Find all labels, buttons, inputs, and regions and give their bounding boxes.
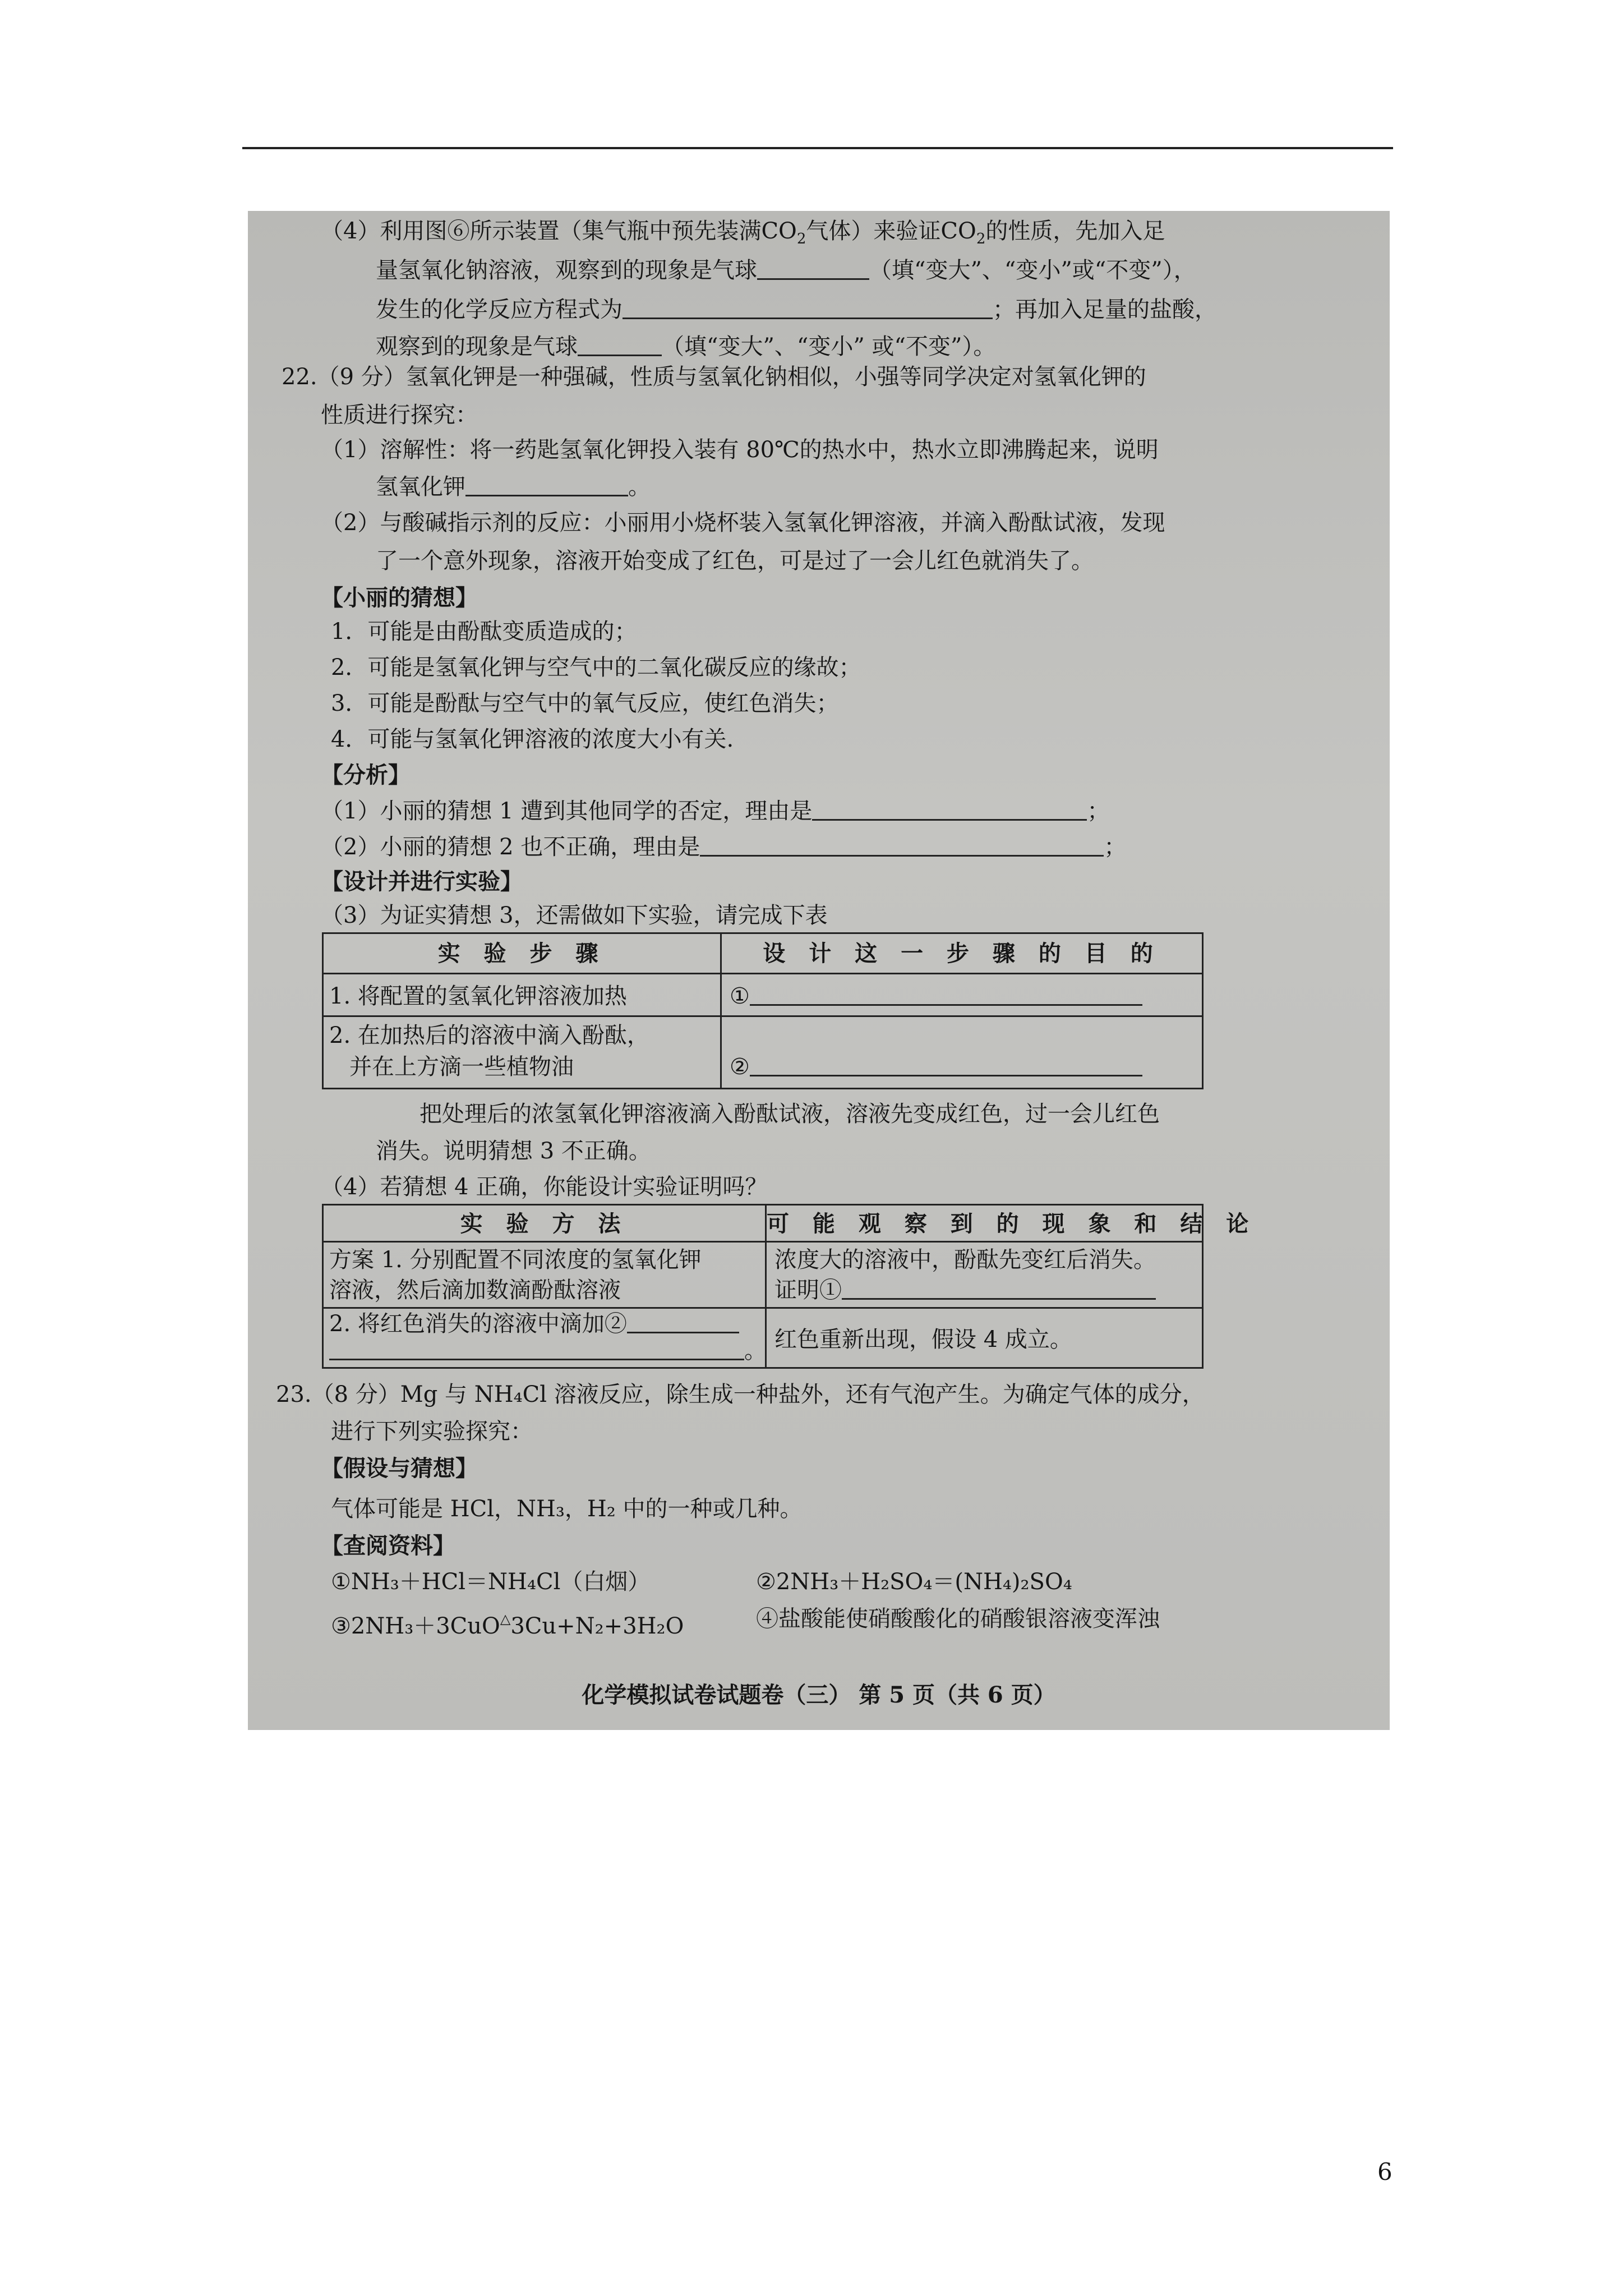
answer-blank: [757, 257, 869, 280]
hypothesis-text: 气体可能是 HCl，NH₃，H₂ 中的一种或几种。: [331, 1496, 803, 1522]
answer-blank: [750, 1053, 1142, 1076]
q22-intro-1: 22.（9 分）氢氧化钾是一种强碱，性质与氢氧化钠相似，小强等同学决定对氢氧化钾的: [282, 364, 1146, 390]
table1-row2-purpose: ②: [722, 1017, 1202, 1088]
answer-blank: [329, 1337, 744, 1360]
q22-2-line1: （2）与酸碱指示剂的反应：小丽用小烧杯装入氢氧化钾溶液，并滴入酚酞试液，发现: [321, 510, 1165, 536]
answer-blank: [623, 296, 993, 319]
q22-after-2: 消失。说明猜想 3 不正确。: [376, 1138, 651, 1164]
analysis-1: （1）小丽的猜想 1 遭到其他同学的否定，理由是 ；: [321, 798, 1110, 824]
table1-row1-step: 1. 将配置的氢氧化钾溶液加热: [324, 974, 722, 1017]
q22-1-line1: （1）溶解性：将一药匙氢氧化钾投入装有 80℃的热水中，热水立即沸腾起来，说明: [321, 437, 1159, 463]
guess-1: 1．可能是由酚酞变质造成的；: [331, 619, 637, 645]
table-experiment-methods: [322, 1204, 1257, 1369]
exam-photo: [248, 211, 1390, 1730]
answer-blank: [842, 1277, 1156, 1300]
table2-row1-method: 方案 1. 分别配置不同浓度的氢氧化钾 溶液，然后滴加数滴酚酞溶液: [324, 1243, 767, 1309]
page-number: 6: [1377, 2158, 1393, 2185]
reference-4: ④盐酸能使硝酸酸化的硝酸银溶液变浑浊: [756, 1606, 1160, 1632]
table1-row2-step: 2. 在加热后的溶液中滴入酚酞， 并在上方滴一些植物油: [324, 1017, 722, 1088]
table1-row1-purpose: ①: [722, 974, 1202, 1017]
q21-4-line1: （4）利用图⑥所示装置（集气瓶中预先装满$CO_2$气体）来验证$CO_2$的性质，先加入足: [321, 218, 1165, 247]
q21-4-line3: 发生的化学反应方程式为 ；再加入足量的盐酸，: [376, 297, 1217, 323]
design-heading: 【设计并进行实验】: [321, 868, 523, 895]
table-experiment-steps: [322, 932, 1204, 1089]
answer-blank: [812, 798, 1087, 821]
answer-blank: [465, 473, 628, 496]
table2-row2-result: 红色重新出现，假设 4 成立。: [774, 1327, 1072, 1352]
q23-intro-2: 进行下列实验探究：: [331, 1419, 533, 1444]
analysis-2: （2）小丽的猜想 2 也不正确，理由是 ；: [321, 834, 1127, 860]
q21-4-line2: 量氢氧化钠溶液，观察到的现象是气球 （填“变大”、“变小”或“不变”），: [376, 257, 1196, 283]
q22-1-line2: 氢氧化钾 。: [376, 474, 651, 500]
reference-heading: 【查阅资料】: [321, 1533, 455, 1559]
q22-3-prompt: （3）为证实猜想 3，还需做如下实验，请完成下表: [321, 903, 828, 928]
answer-blank: [627, 1310, 739, 1333]
reference-2: ②2NH₃＋H₂SO₄＝(NH₄)₂SO₄: [756, 1569, 1072, 1595]
reference-3: ③2NH₃＋3CuO△3Cu+N₂+3H₂O: [331, 1611, 684, 1639]
guess-heading: 【小丽的猜想】: [321, 585, 478, 611]
header-rule: [242, 147, 1393, 149]
table2-header-result: 可 能 观 察 到 的 现 象 和 结 论: [767, 1205, 1202, 1243]
table2-row1-result: 浓度大的溶液中，酚酞先变红后消失。 证明①: [767, 1243, 1202, 1309]
table1-header-purpose: 设 计 这 一 步 骤 的 目 的: [722, 934, 1202, 974]
q22-2-line2: 了一个意外现象，溶液开始变成了红色，可是过了一会儿红色就消失了。: [376, 548, 1094, 574]
guess-3: 3．可能是酚酞与空气中的氧气反应，使红色消失；: [331, 691, 839, 716]
q22-after-1: 把处理后的浓氢氧化钾溶液滴入酚酞试液，溶液先变成红色，过一会儿红色: [419, 1101, 1160, 1127]
answer-blank: [578, 333, 662, 356]
q23-intro-1: 23.（8 分）Mg 与 NH₄Cl 溶液反应，除生成一种盐外，还有气泡产生。为确定气体的成分，: [276, 1382, 1205, 1407]
hypothesis-heading: 【假设与猜想】: [321, 1455, 478, 1481]
answer-blank: [700, 834, 1104, 857]
q22-intro-2: 性质进行探究：: [321, 402, 478, 428]
guess-2: 2．可能是氢氧化钾与空气中的二氧化碳反应的缘故；: [331, 655, 861, 680]
q21-4-line4: 观察到的现象是气球 （填“变大”、“变小” 或“不变”）。: [376, 334, 996, 360]
answer-blank: [750, 983, 1142, 1006]
table2-header-method: 实 验 方 法: [324, 1205, 767, 1243]
table2-row2-method: 2. 将红色消失的溶液中滴加② 。: [324, 1309, 767, 1367]
guess-4: 4．可能与氢氧化钾溶液的浓度大小有关.: [331, 726, 734, 752]
photo-footer: 化学模拟试卷试题卷（三） 第 5 页（共 6 页）: [582, 1682, 1056, 1708]
table1-header-steps: 实 验 步 骤: [324, 934, 722, 974]
analysis-heading: 【分析】: [321, 762, 411, 788]
reference-1: ①NH₃＋HCl＝NH₄Cl（白烟）: [331, 1569, 651, 1595]
q22-4-prompt: （4）若猜想 4 正确，你能设计实验证明吗？: [321, 1174, 768, 1200]
